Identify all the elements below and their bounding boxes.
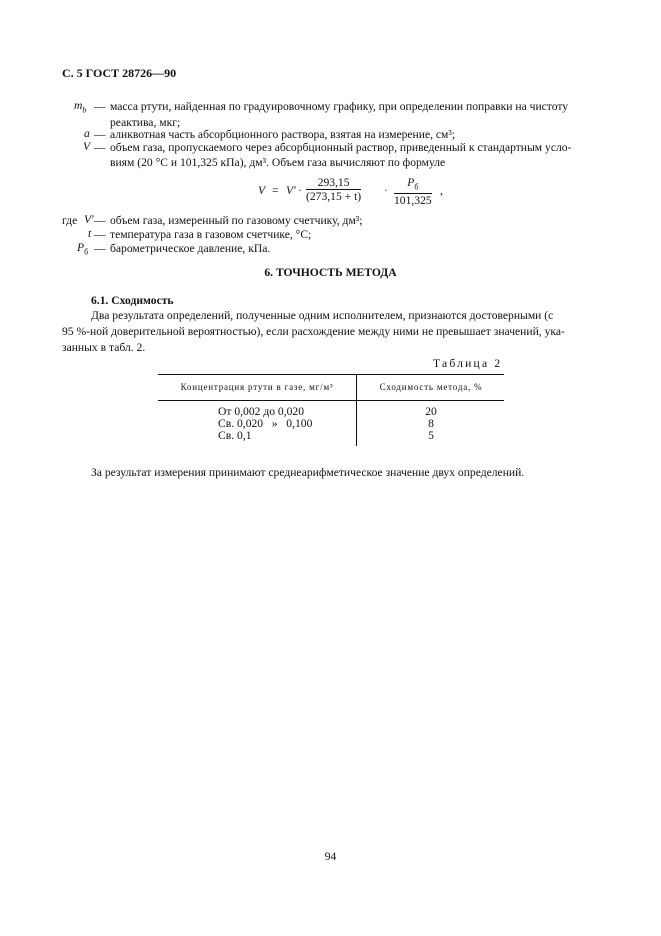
term-mb: $m_b$ xyxy=(74,99,87,115)
table-caption: Таблица 2 xyxy=(433,357,503,370)
table-cell-concentration: От 0,002 до 0,020 xyxy=(218,405,305,418)
definition-text: виям (20 °С и 101,325 кПа), дм³. Объем газа вычисляют по формуле xyxy=(110,156,446,169)
page-header: С. 5 ГОСТ 28726—90 xyxy=(62,66,177,80)
formula-lhs: V xyxy=(258,184,266,197)
term-t: t xyxy=(88,227,92,240)
where-text: объем газа, измеренный по газовому счетчику, дм³; xyxy=(110,214,363,227)
final-paragraph: За результат измерения принимают среднеарифметическое значение двух определений. xyxy=(91,466,525,479)
paragraph-line: 95 %-ной доверительной вероятностью), если расхождение между ними не превышает значений, ука- xyxy=(62,325,565,338)
dash: — xyxy=(94,242,106,255)
table-cell-value: 5 xyxy=(428,429,434,442)
formula-v-prime: V' · xyxy=(286,184,302,197)
term-v-prime: V' xyxy=(84,213,94,226)
definition-text: объем газа, пропускаемого через абсорбционный раствор, приведенный к стандартным усло- xyxy=(110,141,572,154)
paragraph-line: занных в табл. 2. xyxy=(62,341,146,354)
term-v: V xyxy=(83,140,91,153)
formula-dot: · xyxy=(384,184,388,197)
fraction-numerator: $P_б$ xyxy=(394,176,432,194)
where-text: барометрическое давление, кПа. xyxy=(110,242,271,255)
table-column-divider xyxy=(356,374,357,446)
term-pb: $P_б$ xyxy=(77,241,89,257)
formula-end: , xyxy=(440,184,443,197)
dash: — xyxy=(94,141,106,154)
subsection-title: 6.1. Сходимость xyxy=(91,294,174,307)
fraction-denominator: 101,325 xyxy=(394,194,432,208)
fraction-denominator: (273,15 + t) xyxy=(306,190,362,203)
definition-text: аликвотная часть абсорбционного раствора, взятая на измерение, см³; xyxy=(110,128,456,141)
table-header-concentration: Концентрация ртути в газе, мг/м³ xyxy=(180,382,334,392)
page-number: 94 xyxy=(324,850,337,863)
formula-equals: = xyxy=(272,184,279,197)
table-header-convergence: Сходимость метода, % xyxy=(379,382,483,392)
table-cell-concentration: Св. 0,1 xyxy=(218,429,252,442)
fraction-temperature xyxy=(306,176,361,203)
dash: — xyxy=(94,100,106,113)
fraction-numerator: 293,15 xyxy=(306,176,361,190)
dash: — xyxy=(94,128,106,141)
dash: — xyxy=(94,228,106,241)
paragraph-line: Два результата определений, полученные одним исполнителем, признаются достоверными (с xyxy=(91,309,554,322)
table-cell-value: 8 xyxy=(428,417,434,430)
dash: — xyxy=(94,214,106,227)
definition-text: реактива, мкг; xyxy=(110,116,181,129)
where-text: температура газа в газовом счетчике, °С; xyxy=(110,228,312,241)
section-title: 6. ТОЧНОСТЬ МЕТОДА xyxy=(264,266,397,279)
term-a: a xyxy=(84,127,90,140)
where-prefix: где xyxy=(62,214,78,227)
table-cell-concentration: Св. 0,020 » 0,100 xyxy=(218,417,313,430)
definition-text: масса ртути, найденная по градуировочному графику, при определении поправки на чистоту xyxy=(110,100,569,113)
fraction-pressure xyxy=(394,176,432,207)
table-top-rule xyxy=(158,374,504,375)
table-header-rule xyxy=(158,400,504,401)
table-cell-value: 20 xyxy=(425,405,437,418)
